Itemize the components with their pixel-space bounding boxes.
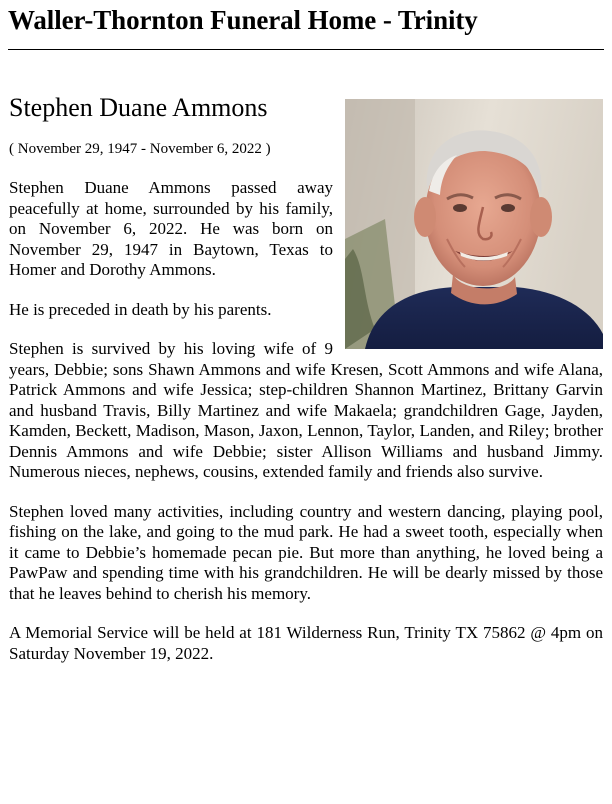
life-dates: ( November 29, 1947 - November 6, 2022 ) [9,141,271,157]
obituary-paragraph: He is preceded in death by his parents. [9,299,272,319]
deceased-name: Stephen Duane Ammons [9,93,268,122]
obituary [9,92,603,664]
portrait-photo [345,99,603,349]
site-header [8,2,604,38]
header-divider [8,49,604,50]
site-title: Waller-Thornton Funeral Home - Trinity [8,5,478,35]
obituary-paragraph: Stephen is survived by his loving wife of 9 years, Debbie; sons Shawn Ammons and wife Kresen, Scott Ammons and wife Alana, Patrick Ammons and wife Jessica; step-children Shannon Martinez, Brittany Garvin and husband Travis, Billy Martinez and wife Makaela; grandchildren Gage, Jayden, Kamden, Beckett, Madison, Mason, Jaxon, Lennon, Taylor, Landen, and Riley; brother Dennis Ammons and wife Debbie; sister Allison Williams and husband Jimmy. Numerous nieces, nephews, cousins, extended family and friends also survive. [9,339,603,481]
obituary-paragraph: Stephen loved many activities, including country and western dancing, playing pool, fishing on the lake, and going to the mud park. He had a sweet tooth, especially when it came to Debbie’s homemade pecan pie. But more than anything, he loved being a PawPaw and spending time with his grandchildren. He will be dearly missed by those that he leaves behind to cherish his memory. [9,501,603,603]
obituary-paragraph: Stephen Duane Ammons passed away peacefully at home, surrounded by his family, on November 6, 2022. He was born on November 29, 1947 in Baytown, Texas to Homer and Dorothy Ammons. [9,178,333,279]
memorial-service-paragraph: A Memorial Service will be held at 181 Wilderness Run, Trinity TX 75862 @ 4pm on Saturday November 19, 2022. [9,623,603,663]
